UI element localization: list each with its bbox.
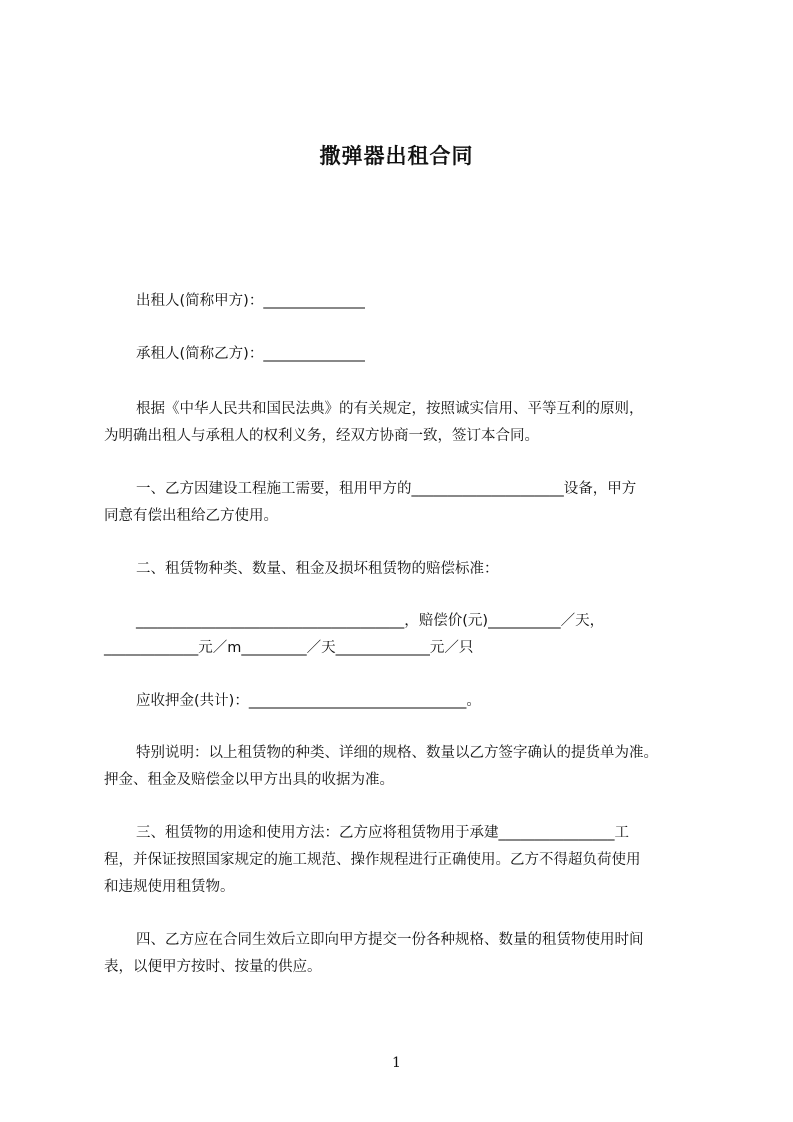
lessor-line: 出租人(简称甲方)：______________ (136, 293, 365, 309)
clause3-line-3: 和违规使用租赁物。 (104, 879, 235, 895)
clause3-line-1: 三、租赁物的用途和使用方法：乙方应将租赁物用于承建________________工 (136, 825, 629, 841)
clause2-rate-line-1: _____________________________________，赔偿价(元)__________／天， (136, 613, 605, 629)
clause4-line-1: 四、乙方应在合同生效后立即向甲方提交一份各种规格、数量的租赁物使用时间 (136, 932, 644, 948)
deposit-line: 应收押金(共计)：______________________________。 (136, 693, 481, 709)
clause2-heading: 二、租赁物种类、数量、租金及损坏租赁物的赔偿标准： (136, 561, 499, 577)
preamble-line-2: 为明确出租人与承租人的权利义务，经双方协商一致，签订本合同。 (104, 428, 539, 444)
clause1-line-1: 一、乙方因建设工程施工需要，租用甲方的_____________________设备，甲方 (136, 481, 637, 497)
document-title: 撒弹器出租合同 (319, 144, 474, 168)
clause4-line-2: 表，以便甲方按时、按量的供应。 (104, 959, 322, 975)
special-note-line-1: 特别说明：以上租赁物的种类、详细的规格、数量以乙方签字确认的提货单为准。 (136, 745, 658, 761)
special-note-line-2: 押金、租金及赔偿金以甲方出具的收据为准。 (104, 772, 394, 788)
clause2-rate-line-2: _____________元／m_________／天_____________元／只 (104, 640, 474, 656)
clause3-line-2: 程，并保证按照国家规定的施工规范、操作规程进行正确使用。乙方不得超负荷使用 (104, 852, 641, 868)
lessee-line: 承租人(简称乙方)：______________ (136, 346, 365, 362)
page-number: 1 (392, 1055, 401, 1071)
clause1-line-2: 同意有偿出租给乙方使用。 (104, 508, 278, 524)
preamble-line-1: 根据《中华人民共和国民法典》的有关规定，按照诚实信用、平等互利的原则， (136, 401, 644, 417)
